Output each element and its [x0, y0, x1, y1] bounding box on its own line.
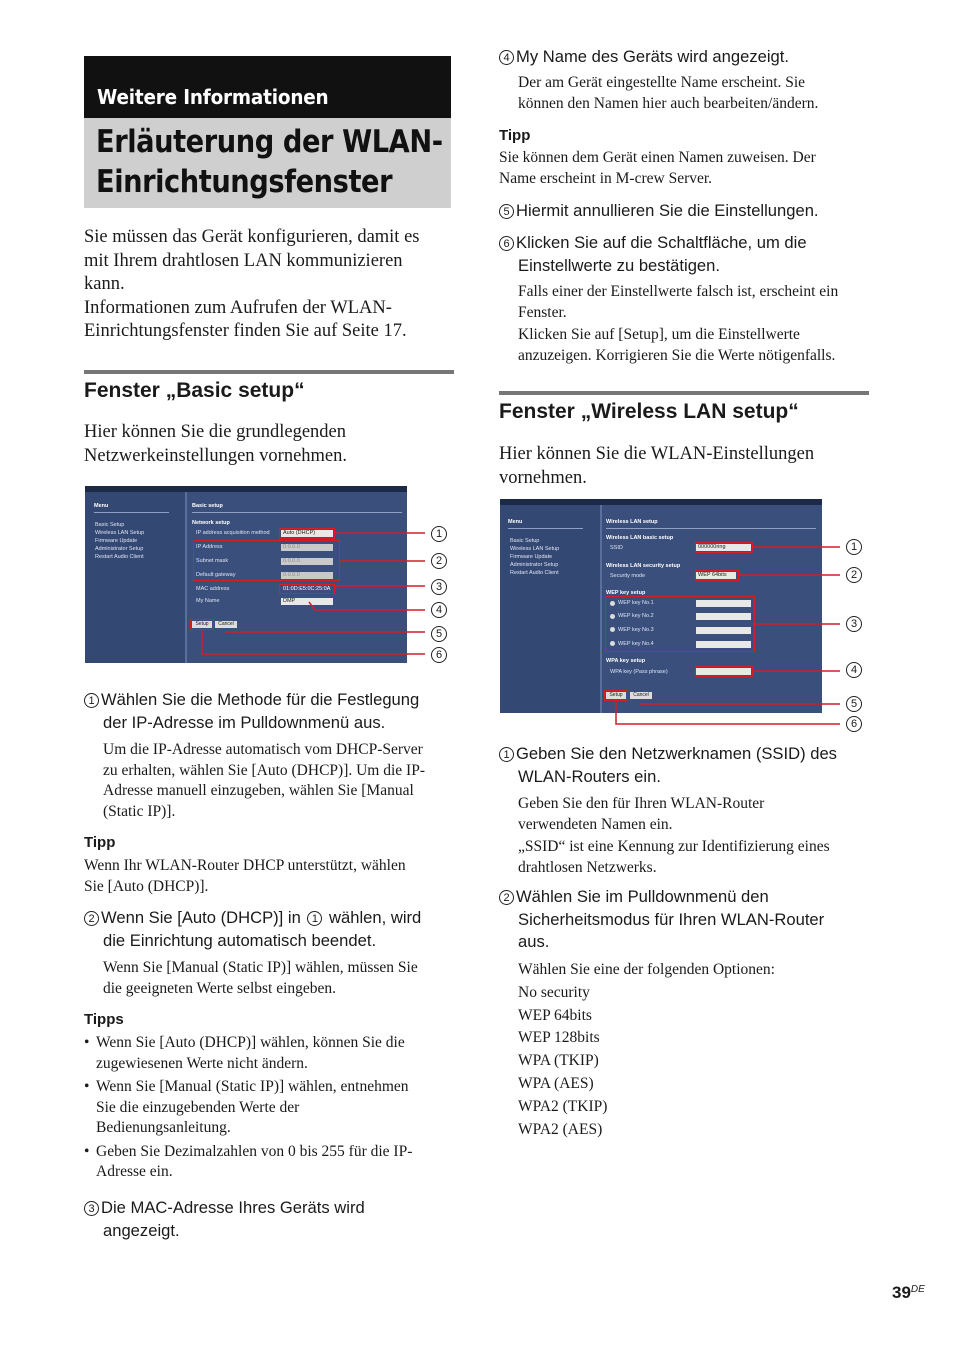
list-item: WPA (TKIP) [518, 1052, 599, 1070]
basic-setup-desc: Hier können Sie die grundlegenden Netzwerkeinstellungen vornehmen. [84, 422, 348, 466]
callout-2: 2 [846, 567, 862, 583]
tipps-list [84, 1033, 464, 1183]
callout-1: 1 [431, 526, 447, 542]
wireless-setup-desc: Hier können Sie die WLAN-Einstellungen vornehmen. [499, 444, 815, 488]
tipp-label: Tipp [84, 834, 116, 851]
list-item: • Wenn Sie [Auto (DHCP)] wählen, können Sie die zugewiesenen Werte nicht ändern. [84, 1034, 405, 1072]
basic-item-1-desc: Um die IP-Adresse automatisch vom DHCP-Server zu erhalten, wählen Sie [Auto (DHCP)]. Um die IP- Adresse manuell einzugeben, wählen Sie [Manual (Static IP)]. [103, 741, 425, 820]
wireless-item-2-desc: Wählen Sie eine der folgenden Optionen: No security WEP 64bits WEP 128bits WPA (TKIP) WPA (AES) WPA2 (TKIP) WPA2 (AES) [518, 959, 878, 1141]
page-title-line1: Erläuterung der WLAN- [96, 124, 443, 160]
callout-4: 4 [431, 602, 447, 618]
list-item: • Geben Sie Dezimalzahlen von 0 bis 255 für die IP- Adresse ein. [84, 1142, 413, 1180]
wireless-setup-screenshot: Menu Basic Setup Wireless LAN Setup Firmware Update Administrator Setup Restart Audio Client Wireless LAN setup Wireless LAN basic setup SSID 000000ring Wireless LAN security setup Security mode WEP 64bits WEP key setup WEP key No.1 WEP key No.2 WEP key No.3 WEP key No.4 WPA key setup WPA key (Pass phrase) Setup Cancel [500, 499, 822, 713]
page-title-line2: Einrichtungsfenster [96, 164, 393, 200]
callout-5: 5 [431, 626, 447, 642]
intro-text: Sie müssen das Gerät konfigurieren, damit es mit Ihrem drahtlosen LAN kommunizieren kann. Informationen zum Aufrufen der WLAN- Einrichtungsfenster finden Sie auf Seite 17. [84, 227, 420, 341]
callout-6: 6 [431, 647, 447, 663]
list-item: • Wenn Sie [Manual (Static IP)] wählen, entnehmen Sie die einzugebenden Werte der Bedienungsanleitung. [84, 1078, 409, 1136]
list-item: WEP 64bits [518, 1006, 592, 1024]
tipps-label: Tipps [84, 1011, 124, 1028]
callout-6: 6 [846, 716, 862, 732]
wireless-item-1: 1 Geben Sie den Netzwerknamen (SSID) des WLAN-Routers ein. [499, 743, 879, 788]
basic-item-4-desc: Der am Gerät eingestellte Name erscheint. Sie können den Namen hier auch bearbeiten/ändern. [518, 74, 819, 112]
wireless-item-2: 2 Wählen Sie im Pulldownmenü den Sicherheitsmodus für Ihren WLAN-Router aus. [499, 886, 879, 954]
list-item: WPA2 (TKIP) [518, 1097, 608, 1115]
basic-item-5: 5 Hiermit annullieren Sie die Einstellungen. [499, 200, 879, 223]
basic-setup-heading: Fenster „Basic setup“ [84, 379, 305, 402]
basic-item-2-desc: Wenn Sie [Manual (Static IP)] wählen, müssen Sie die geeigneten Werte selbst eingeben. [103, 959, 418, 997]
callout-4: 4 [846, 662, 862, 678]
basic-item-6: 6 Klicken Sie auf die Schaltfläche, um die Einstellwerte zu bestätigen. [499, 232, 879, 277]
wireless-callout-lines [500, 499, 860, 729]
wireless-item-1-desc: Geben Sie den für Ihren WLAN-Router verwendeten Namen ein. „SSID“ ist eine Kennung zur Identifizierung eines drahtlosen Netzwerks. [518, 795, 830, 876]
wireless-setup-heading: Fenster „Wireless LAN setup“ [499, 400, 799, 423]
tipp2-text: Sie können dem Gerät einen Namen zuweisen. Der Name erscheint in M-crew Server. [499, 149, 816, 187]
category-banner [84, 56, 451, 118]
list-item: WPA2 (AES) [518, 1120, 603, 1138]
section-rule [499, 391, 869, 395]
basic-item-1: 1 Wählen Sie die Methode für die Festlegung der IP-Adresse im Pulldownmenü aus. [84, 689, 464, 734]
basic-setup-screenshot: Menu Basic Setup Wireless LAN Setup Firmware Update Administrator Setup Restart Audio Client Basic setup Network setup IP address acquisition method IP Address Subnet mask Default gateway MAC address My Name Auto (DHCP) 0.0.0.0 0.0.0.0 0.0.0.0 01:0D:E5:0C:25:0A DMP Setup Cancel [85, 486, 407, 663]
list-item: WEP 128bits [518, 1029, 600, 1047]
basic-item-3: 3 Die MAC-Adresse Ihres Geräts wird angezeigt. [84, 1197, 464, 1242]
callout-3: 3 [431, 579, 447, 595]
callout-1: 1 [846, 539, 862, 555]
page-number: 39DE [892, 1283, 925, 1302]
callout-5: 5 [846, 696, 862, 712]
list-item: WPA (AES) [518, 1074, 594, 1092]
section-rule [84, 370, 454, 374]
list-item: No security [518, 983, 590, 1001]
tipp-text: Wenn Ihr WLAN-Router DHCP unterstützt, wählen Sie [Auto (DHCP)]. [84, 857, 406, 895]
title-banner [84, 118, 451, 208]
basic-callout-lines [85, 486, 445, 666]
basic-item-4: 4 My Name des Geräts wird angezeigt. [499, 46, 879, 69]
tipp2-label: Tipp [499, 127, 531, 144]
category-label: Weitere Informationen [97, 85, 329, 109]
basic-item-6-desc: Falls einer der Einstellwerte falsch ist, erscheint ein Fenster. Klicken Sie auf [Setup], um die Einstellwerte anzuzeigen. Korrigieren Sie die Werte nötigenfalls. [518, 283, 839, 364]
basic-item-2: 2 Wenn Sie [Auto (DHCP)] in 1 wählen, wird die Einrichtung automatisch beendet. [84, 907, 464, 952]
callout-3: 3 [846, 616, 862, 632]
callout-2: 2 [431, 553, 447, 569]
